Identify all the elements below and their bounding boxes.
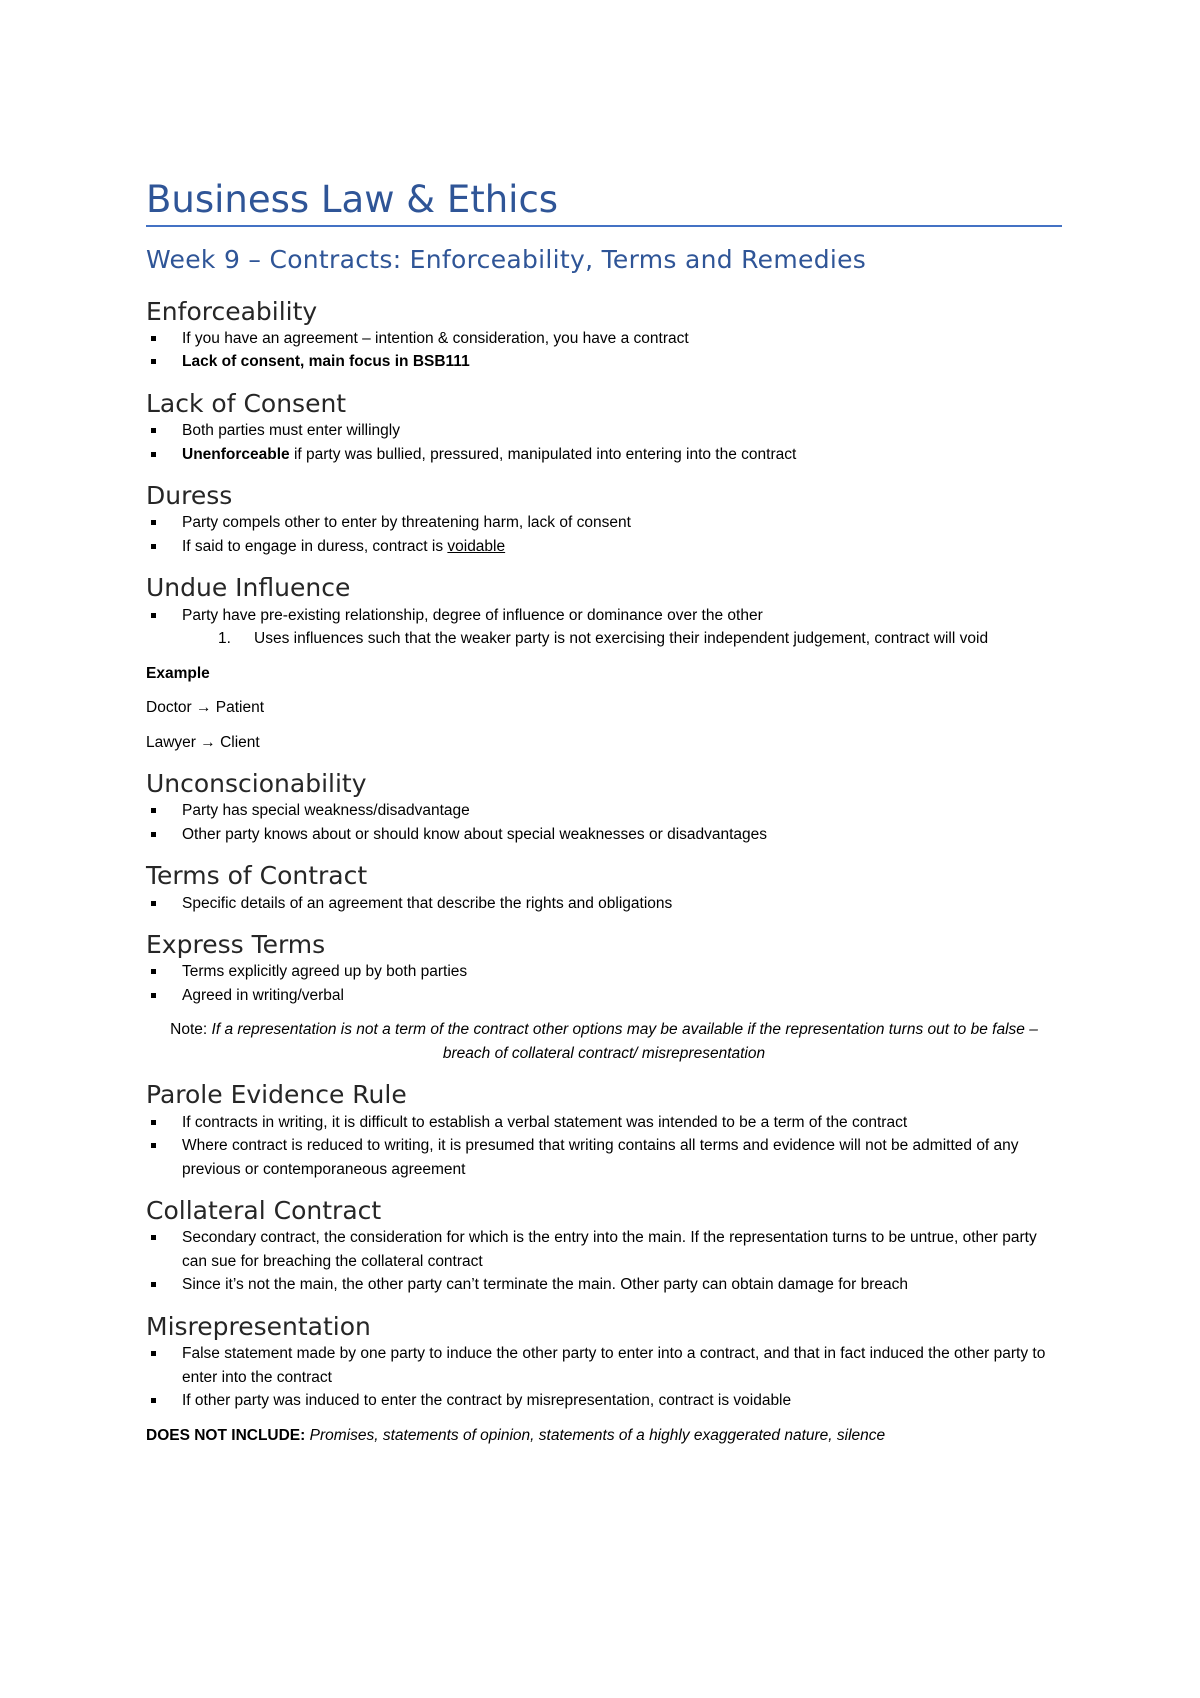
- list-item: If other party was induced to enter the contract by misrepresentation, contract is voidable: [146, 1389, 1062, 1413]
- list-item: If you have an agreement – intention & consideration, you have a contract: [146, 327, 1062, 351]
- section-parole-evidence-rule: [146, 1079, 1062, 1181]
- list-item: Party compels other to enter by threatening harm, lack of consent: [146, 511, 1062, 535]
- section-heading: Misrepresentation: [146, 1311, 371, 1341]
- example-label: Example: [146, 664, 210, 682]
- note-text: If a representation is not a term of the contract other options may be available if the representation turns out to be false – breach of collateral contract/ misrepresentation: [211, 1021, 1038, 1062]
- section-duress: [146, 480, 1062, 558]
- exclusions-text: Promises, statements of opinion, statements of a highly exaggerated nature, silence: [309, 1426, 886, 1444]
- bullet-list: [146, 799, 1062, 846]
- bullet-list: [146, 1111, 1062, 1182]
- list-item: Lack of consent, main focus in BSB111: [146, 350, 1062, 374]
- list-item: Other party knows about or should know about special weaknesses or disadvantages: [146, 823, 1062, 847]
- section-undue-influence: [146, 572, 1062, 754]
- note-label: Note:: [170, 1021, 212, 1039]
- bullet-list: [146, 511, 1062, 558]
- numbered-item-text: Uses influences such that the weaker party is not exercising their independent judgement, contract will void: [254, 630, 989, 648]
- section-heading: Enforceability: [146, 296, 318, 326]
- document-page: [146, 180, 1062, 1447]
- section-collateral-contract: [146, 1195, 1062, 1297]
- section-heading: Express Terms: [146, 930, 326, 960]
- section-heading: Parole Evidence Rule: [146, 1080, 407, 1110]
- list-item: Both parties must enter willingly: [146, 419, 1062, 443]
- list-item: Party has special weakness/disadvantage: [146, 799, 1062, 823]
- bullet-list: [146, 892, 1062, 916]
- list-item: Specific details of an agreement that describe the rights and obligations: [146, 892, 1062, 916]
- section-enforceability: [146, 296, 1062, 374]
- bullet-list: [146, 419, 1062, 466]
- list-item-text: If said to engage in duress, contract is: [182, 537, 448, 555]
- item-number: 1.: [218, 630, 231, 648]
- bullet-list: [146, 1342, 1062, 1413]
- exclusions-label: DOES NOT INCLUDE:: [146, 1426, 310, 1444]
- list-item: Agreed in writing/verbal: [146, 984, 1062, 1008]
- list-item: [146, 535, 1062, 559]
- example-line: Lawyer → Client: [146, 733, 260, 751]
- list-item: Since it’s not the main, the other party can’t terminate the main. Other party can obtain damage for breach: [146, 1273, 1062, 1297]
- section-misrepresentation: [146, 1311, 1062, 1447]
- list-item: [146, 443, 1062, 467]
- document-subtitle: Week 9 – Contracts: Enforceability, Terms and Remedies: [146, 244, 867, 274]
- section-lack-of-consent: [146, 388, 1062, 466]
- bullet-list: [146, 604, 1062, 628]
- numbered-list: [146, 627, 1062, 651]
- section-unconscionability: [146, 768, 1062, 846]
- bullet-list: [146, 960, 1062, 1007]
- section-heading: Duress: [146, 481, 233, 511]
- bullet-list: [146, 1226, 1062, 1297]
- section-heading: Collateral Contract: [146, 1196, 382, 1226]
- list-item: Terms explicitly agreed up by both parties: [146, 960, 1062, 984]
- section-heading: Lack of Consent: [146, 388, 347, 418]
- underlined-term: voidable: [447, 537, 506, 555]
- list-item: Party have pre-existing relationship, degree of influence or dominance over the other: [146, 604, 1062, 628]
- list-item: If contracts in writing, it is difficult to establish a verbal statement was intended to be a term of the contract: [146, 1111, 1062, 1135]
- bold-term: Unenforceable: [182, 445, 290, 463]
- section-heading: Terms of Contract: [146, 861, 368, 891]
- section-heading: Undue Influence: [146, 573, 351, 603]
- section-heading: Unconscionability: [146, 769, 367, 799]
- section-terms-of-contract: [146, 860, 1062, 915]
- note-paragraph: [146, 1018, 1062, 1065]
- example-line: Doctor → Patient: [146, 699, 265, 717]
- list-item: False statement made by one party to induce the other party to enter into a contract, and that in fact induced the other party to enter into the contract: [146, 1342, 1062, 1389]
- numbered-item: [146, 627, 1062, 651]
- section-express-terms: [146, 929, 1062, 1065]
- list-item: Where contract is reduced to writing, it is presumed that writing contains all terms and evidence will not be admitted of any previous or contemporaneous agreement: [146, 1134, 1062, 1181]
- list-item: Secondary contract, the consideration for which is the entry into the main. If the representation turns to be untrue, other party can sue for breaching the collateral contract: [146, 1226, 1062, 1273]
- bullet-list: [146, 327, 1062, 374]
- document-title: Business Law & Ethics: [146, 180, 1062, 227]
- list-item-text: if party was bullied, pressured, manipulated into entering into the contract: [289, 445, 797, 463]
- exclusions-paragraph: [146, 1424, 1062, 1448]
